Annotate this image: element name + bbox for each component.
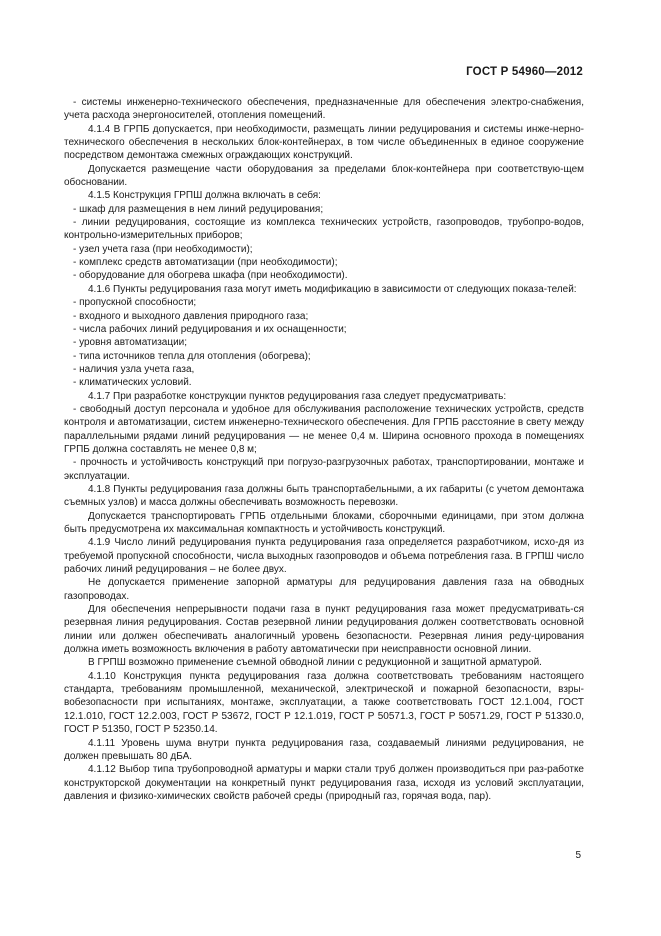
list-item: - системы инженерно-технического обеспечения, предназначенные для обеспечения электро-снабжения, учета расхода энергоносителей, отопления помещений.	[64, 97, 584, 122]
paragraph: В ГРПШ возможно применение съемной обводной линии с редукционной и защитной арматурой.	[88, 657, 542, 669]
paragraph: 4.1.5 Конструкция ГРПШ должна включать в себя:	[88, 190, 321, 202]
list-item: - комплекс средств автоматизации (при необходимости);	[73, 257, 338, 269]
paragraph: Не допускается применение запорной арматуры для редуцирования давления газа на обводных газопроводах.	[64, 577, 584, 602]
paragraph: 4.1.12 Выбор типа трубопроводной арматуры и марки стали труб должен производиться при раз-работке конструкторской документации на конкретный пункт редуцирования газа, исходя из условий эксплуатации, давления и физико-химических свойств рабочей среды (природный газ, горячая вода, пар).	[64, 764, 584, 802]
document-header: ГОСТ Р 54960—2012	[466, 66, 583, 78]
page-number: 5	[575, 850, 581, 861]
paragraph: Допускается размещение части оборудования за пределами блок-контейнера при соответствую-щем обосновании.	[64, 163, 584, 189]
list-item: - уровня автоматизации;	[73, 337, 188, 349]
list-item: - наличия узла учета газа,	[73, 363, 195, 375]
list-item: - типа источников тепла для отопления (обогрева);	[73, 350, 311, 362]
paragraph: 4.1.7 При разработке конструкции пунктов редуцирования газа следует предусматривать:	[88, 390, 507, 402]
paragraph: 4.1.6 Пункты редуцирования газа могут иметь модификацию в зависимости от следующих показа-телей:	[88, 283, 577, 295]
list-item: - свободный доступ персонала и удобное для обслуживания расположение технических устройств, средств контроля и автоматизации, систем инженерно-технического обеспечения. Для ГРПБ расстояние в свету между параллельными рядами линий редуцирования — не менее 0,4 м. Ширина основного прохода в помещениях ГРПБ должна составлять не менее 0,8 м;	[64, 403, 584, 455]
paragraph: Допускается транспортировать ГРПБ отдельными блоками, сборочными единицами, при этом должна быть предусмотрена их максимальная компактность и устойчивость конструкций.	[64, 510, 584, 535]
list-item: - пропускной способности;	[73, 297, 197, 309]
paragraph: Для обеспечения непрерывности подачи газа в пункт редуцирования газа может предусматривать-ся резервная линия редуцирования. Состав резервной линии редуцирования должен соответствовать основной линии или должен обеспечивать аналогичный уровень безопасности. Резервная линия реду-цирования должна иметь возможность включения в работу автоматически при неисправности основной линии.	[64, 604, 584, 656]
paragraph: 4.1.4 В ГРПБ допускается, при необходимости, размещать линии редуцирования и системы инже-нерно-технического обеспечения в нескольких блок-контейнерах, в том числе объединенных в единое сооружение посредством демонтажа смежных ограждающих конструкций.	[64, 123, 584, 162]
paragraph: 4.1.10 Конструкция пункта редуцирования газа должна соответствовать требованиям настоящего стандарта, требованиям промышленной, механической, электрической и пожарной безопасности, взры-вобезопасности при испытаниях, монтаже, эксплуатации, а также соответствовать ГОСТ 12.1.004, ГОСТ 12.1.010, ГОСТ 12.2.003, ГОСТ Р 53672, ГОСТ Р 12.1.019, ГОСТ Р 50571.3, ГОСТ Р 50571.29, ГОСТ Р 51330.0, ГОСТ Р 51350, ГОСТ Р 52350.14.	[64, 670, 584, 736]
list-item: - линии редуцирования, состоящие из комплекса технических устройств, газопроводов, трубопро-водов, контрольно-измерительных приборов;	[64, 217, 584, 242]
paragraph: 4.1.9 Число линий редуцирования пункта редуцирования газа определяется разработчиком, исхо-дя из требуемой пропускной способности, числа выходных газопроводов и объема потребления газа. В ГРПШ число рабочих линий редуцирования – не более двух.	[64, 537, 584, 576]
paragraph: 4.1.8 Пункты редуцирования газа должны быть транспортабельными, а их габариты (с учетом демонтажа съемных узлов) и масса должны обеспечивать возможность перевозки.	[64, 483, 584, 509]
list-item: - узел учета газа (при необходимости);	[73, 243, 253, 255]
list-item: - оборудование для обогрева шкафа (при необходимости).	[73, 270, 348, 282]
list-item: - климатических условий.	[73, 377, 192, 389]
list-item: - входного и выходного давления природного газа;	[73, 310, 309, 322]
list-item: - числа рабочих линий редуцирования и их оснащенности;	[73, 323, 347, 335]
paragraph: 4.1.11 Уровень шума внутри пункта редуцирования газа, создаваемый линиями редуцирования, не должен превышать 80 дБА.	[64, 737, 584, 762]
document-body	[64, 96, 584, 803]
list-item: - шкаф для размещения в нем линий редуцирования;	[73, 203, 324, 215]
list-item: - прочность и устойчивость конструкций при погрузо-разгрузочных работах, транспортировании, монтаже и эксплуатации.	[64, 457, 584, 482]
